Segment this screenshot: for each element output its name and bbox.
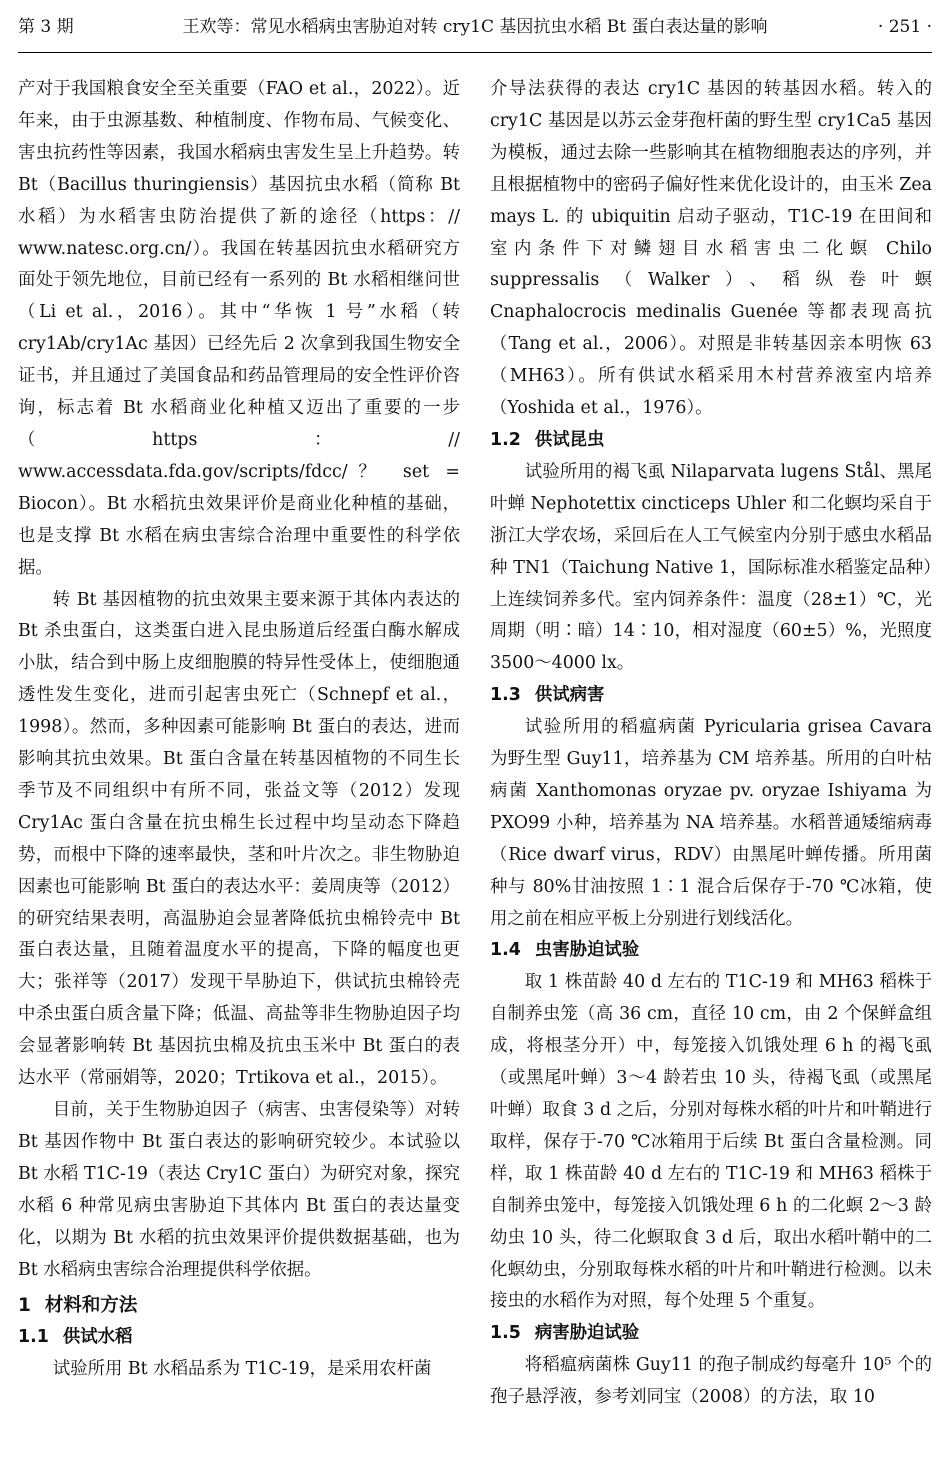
paragraph-intro-2: 转 Bt 基因植物的抗虫效果主要来源于其体内表达的 Bt 杀虫蛋白，这类蛋白进入昆虫肠道后经蛋白酶水解成小肽，结合到中肠上皮细胞膜的特异性受体上，使细胞通透性发生变化，进而引起害虫死亡（Schnepf et al.，1998）。然而，多种因素可能影响 Bt 蛋白的表达，进而影响其抗虫效果。Bt 蛋白含量在转基因植物的不同生长季节及不同组织中有所不同，张益文等（2012）发现 Cry1Ac 蛋白含量在抗虫棉生长过程中均呈动态下降趋势，而根中下降的速率最快，茎和叶片次之。非生物胁迫因素也可能影响 Bt 蛋白的表达水平：姜周庚等（2012）的研究结果表明，高温胁迫会显著降低抗虫棉铃壳中 Bt 蛋白表达量，且随着温度水平的提高，下降的幅度也更大；张祥等（2017）发现干旱胁迫下，供试抗虫棉铃壳中杀虫蛋白质含量下降；低温、高盐等非生物胁迫因子均会显著影响转 Bt 基因抗虫棉及抗虫玉米中 Bt 蛋白的表达水平（常丽娟等，2020；Trtikova et al.，2015）。 xyxy=(18,589,460,1089)
section-title: 供试病害 xyxy=(534,685,605,706)
section-heading-1-1 xyxy=(18,1322,460,1354)
paragraph-insects: 试验所用的褐飞虱 Nilaparvata lugens Stål、黑尾叶蝉 Nephotettix cincticeps Uhler 和二化螟均采自于浙江大学农场，采回后在人工气候室内分别于感虫水稻品种 TN1（Taichung Native 1，国际标准水稻鉴定品种）上连续饲养多代。室内饲养条件：温度（28±1）℃，光周期（明∶暗）14∶10，相对湿度（60±5）%，光照度 3500～4000 lx。 xyxy=(490,461,932,674)
right-column xyxy=(490,74,932,1414)
section-heading-1-2 xyxy=(490,425,932,457)
paragraph-rice-cont: 介导法获得的表达 cry1C 基因的转基因水稻。转入的 cry1C 基因是以苏云金芽孢杆菌的野生型 cry1Ca5 基因为模板，通过去除一些影响其在植物细胞表达的序列，并且根据植物中的密码子偏好性来优化设计的，由玉米 Zea mays L. 的 ubiquitin 启动子驱动，T1C-19 在田间和室内条件下对鳞翅目水稻害虫二化螟 Chilo suppressalis（Walker）、稻纵卷叶螟 Cnaphalocrocis medinalis Guenée 等都表现高抗（Tang et al.，2006）。对照是非转基因亲本明恢 63（MH63）。所有供试水稻采用木村营养液室内培养（Yoshida et al.，1976）。 xyxy=(490,79,932,419)
section-number: 1.2 xyxy=(490,429,521,450)
section-heading-1-3 xyxy=(490,680,932,712)
running-title: 王欢等：常见水稻病虫害胁迫对转 cry1C 基因抗虫水稻 Bt 蛋白表达量的影响 xyxy=(182,17,768,37)
section-heading-1-5 xyxy=(490,1318,932,1350)
paragraph-pathogens: 试验所用的稻瘟病菌 Pyricularia grisea Cavara 为野生型 Guy11，培养基为 CM 培养基。所用的白叶枯病菌 Xanthomonas oryzae pv. oryzae Ishiyama 为 PXO99 小种，培养基为 NA 培养基。水稻普通矮缩病毒（Rice dwarf virus，RDV）由黑尾叶蝉传播。所用菌种与 80%甘油按照 1∶1 混合后保存于-70 ℃冰箱，使用之前在相应平板上分别进行划线活化。 xyxy=(490,717,932,929)
left-column xyxy=(18,74,460,1386)
section-number: 1.4 xyxy=(490,940,521,961)
section-number: 1.1 xyxy=(18,1327,49,1348)
section-heading-1-4 xyxy=(490,935,932,967)
paragraph-disease-stress: 将稻瘟病菌株 Guy11 的孢子制成约每毫升 10⁵ 个的孢子悬浮液，参考刘同宝（2008）的方法，取 10 xyxy=(490,1355,932,1408)
paragraph-intro-3: 目前，关于生物胁迫因子（病害、虫害侵染等）对转 Bt 基因作物中 Bt 蛋白表达的影响研究较少。本试验以 Bt 水稻 T1C-19（表达 Cry1C 蛋白）为研究对象，探究水稻 6 种常见病虫害胁迫下其体内 Bt 蛋白的表达量变化，以期为 Bt 水稻的抗虫效果评价提供数据基础，也为 Bt 水稻病虫害综合治理提供科学依据。 xyxy=(18,1100,460,1280)
section-number: 1.5 xyxy=(490,1323,521,1344)
section-title: 供试水稻 xyxy=(62,1327,133,1348)
section-number: 1.3 xyxy=(490,685,521,706)
issue-number: 第 3 期 xyxy=(18,17,74,37)
section-title: 虫害胁迫试验 xyxy=(534,940,640,961)
paragraph-insect-stress: 取 1 株苗龄 40 d 左右的 T1C-19 和 MH63 稻株于自制养虫笼（高 36 cm，直径 10 cm，由 2 个保鲜盒组成，将根茎分开）中，每笼接入饥饿处理 6 h 的褐飞虱（或黑尾叶蝉）3～4 龄若虫 10 头，待褐飞虱（或黑尾叶蝉）取食 3 d 之后，分别对每株水稻的叶片和叶鞘进行取样，保存于-70 ℃冰箱用于后续 Bt 蛋白含量检测。同样，取 1 株苗龄 40 d 左右的 T1C-19 和 MH63 稻株于自制养虫笼中，每笼接入饥饿处理 6 h 的二化螟 2～3 龄幼虫 10 头，待二化螟取食 3 d 后，取出水稻叶鞘中的二化螟幼虫，分别取每株水稻的叶片和叶鞘进行检测。以未接虫的水稻作为对照，每个处理 5 个重复。 xyxy=(490,972,932,1312)
section-number: 1 xyxy=(18,1295,31,1317)
section-title: 材料和方法 xyxy=(44,1295,138,1317)
paragraph-rice: 试验所用 Bt 水稻品系为 T1C-19，是采用农杆菌 xyxy=(52,1359,432,1380)
header-rule xyxy=(18,52,932,53)
section-title: 供试昆虫 xyxy=(534,429,605,450)
section-title: 病害胁迫试验 xyxy=(534,1323,640,1344)
paragraph-intro-1: 产对于我国粮食安全至关重要（FAO et al.，2022）。近年来，由于虫源基数、种植制度、作物布局、气候变化、害虫抗药性等因素，我国水稻病虫害发生呈上升趋势。转 Bt（Bacillus thuringiensis）基因抗虫水稻（简称 Bt 水稻）为水稻害虫防治提供了新的途径（https：// www.natesc.org.cn/）。我国在转基因抗虫水稻研究方面处于领先地位，目前已经有一系列的 Bt 水稻相继问世（Li et al.，2016）。其中“华恢 1 号”水稻（转 cry1Ab/cry1Ac 基因）已经先后 2 次拿到我国生物安全证书，并且通过了美国食品和药品管理局的安全性评价咨询，标志着 Bt 水稻商业化种植又迈出了重要的一步（https：// www.accessdata.fda.gov/scripts/fdcc/？ set = Biocon）。Bt 水稻抗虫效果评价是商业化种植的基础，也是支撑 Bt 水稻在病虫害综合治理中重要性的科学依据。 xyxy=(18,79,460,578)
page-number: · 251 · xyxy=(877,17,932,37)
section-heading-1 xyxy=(18,1290,460,1322)
running-header xyxy=(18,10,932,44)
